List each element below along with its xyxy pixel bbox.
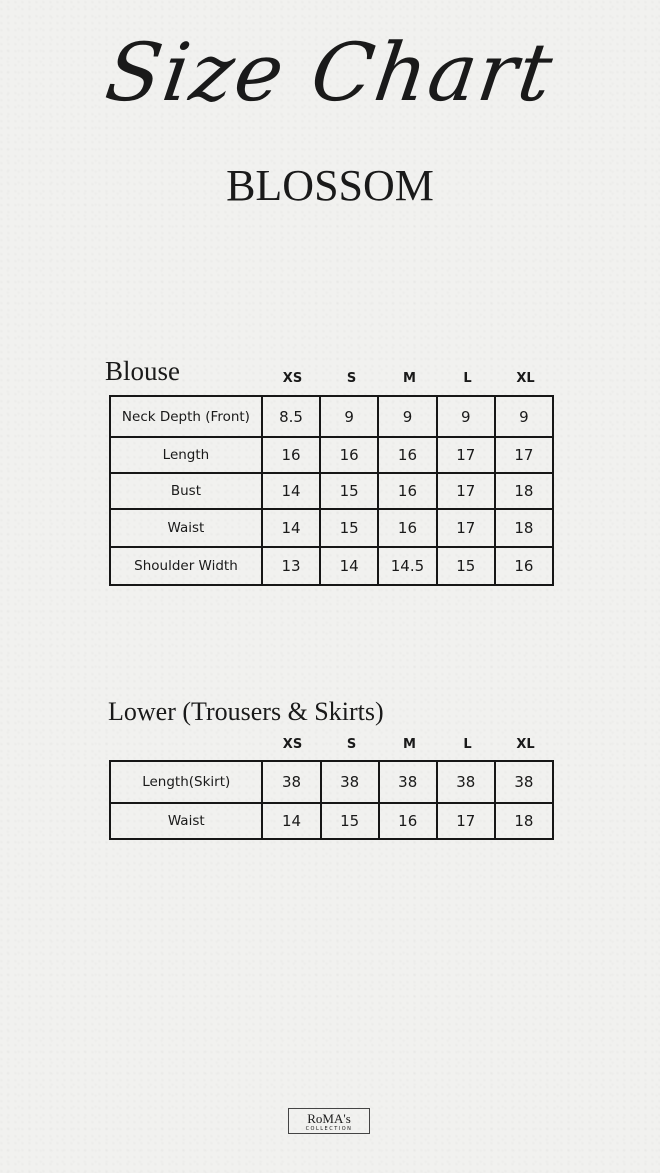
size-header-xl: XL: [516, 737, 535, 752]
lower-size-table: [109, 760, 554, 840]
table-cell: 16: [379, 803, 437, 839]
size-header-xs: XS: [282, 371, 303, 386]
table-cell: 14.5: [378, 547, 436, 585]
table-cell: 38: [495, 761, 553, 803]
table-cell: 18: [495, 803, 553, 839]
size-header-m: M: [403, 737, 416, 752]
table-cell: 16: [495, 547, 553, 585]
lower-heading: Lower (Trousers & Skirts): [108, 697, 384, 726]
size-header-s: S: [346, 371, 357, 386]
row-label: Shoulder Width: [110, 547, 262, 585]
table-cell: 16: [378, 509, 436, 547]
table-cell: 17: [495, 437, 553, 473]
table-cell: 9: [495, 396, 553, 437]
table-row: [110, 437, 553, 473]
table-cell: 9: [437, 396, 495, 437]
table-cell: 18: [495, 509, 553, 547]
table-row: [110, 473, 553, 509]
table-row: [110, 396, 553, 437]
table-cell: 18: [495, 473, 553, 509]
blouse-size-table: [109, 395, 554, 586]
size-header-l: L: [463, 371, 472, 386]
table-cell: 14: [320, 547, 378, 585]
table-row: [110, 761, 553, 803]
table-cell: 16: [378, 473, 436, 509]
table-cell: 14: [262, 473, 320, 509]
logo-subtext: COLLECTION: [305, 1126, 353, 1132]
table-cell: 14: [262, 509, 320, 547]
table-cell: 38: [379, 761, 437, 803]
size-header-l: L: [463, 737, 472, 752]
brand-logo: [288, 1108, 370, 1134]
table-cell: 15: [320, 509, 378, 547]
table-cell: 9: [378, 396, 436, 437]
table-cell: 16: [320, 437, 378, 473]
row-label: Waist: [110, 509, 262, 547]
table-cell: 14: [262, 803, 320, 839]
collection-name: BLOSSOM: [226, 161, 434, 210]
size-header-xl: XL: [516, 371, 535, 386]
row-label: Neck Depth (Front): [110, 396, 262, 437]
row-label: Bust: [110, 473, 262, 509]
table-cell: 16: [262, 437, 320, 473]
row-label: Length: [110, 437, 262, 473]
table-row: [110, 803, 553, 839]
table-cell: 15: [321, 803, 379, 839]
table-cell: 13: [262, 547, 320, 585]
table-cell: 17: [437, 473, 495, 509]
table-cell: 8.5: [262, 396, 320, 437]
size-header-m: M: [403, 371, 416, 386]
table-cell: 38: [321, 761, 379, 803]
table-cell: 17: [437, 509, 495, 547]
page-title: Size Chart: [100, 26, 560, 119]
table-row: [110, 509, 553, 547]
table-cell: 17: [437, 437, 495, 473]
table-cell: 15: [320, 473, 378, 509]
table-cell: 38: [437, 761, 495, 803]
table-cell: 9: [320, 396, 378, 437]
size-header-s: S: [346, 737, 357, 752]
blouse-heading: Blouse: [105, 356, 181, 386]
table-cell: 16: [378, 437, 436, 473]
row-label: Waist: [110, 803, 262, 839]
table-row: [110, 547, 553, 585]
size-header-xs: XS: [282, 737, 303, 752]
row-label: Length(Skirt): [110, 761, 262, 803]
table-cell: 38: [262, 761, 320, 803]
table-cell: 15: [437, 547, 495, 585]
table-cell: 17: [437, 803, 495, 839]
logo-brand: RoMA's: [307, 1111, 351, 1126]
